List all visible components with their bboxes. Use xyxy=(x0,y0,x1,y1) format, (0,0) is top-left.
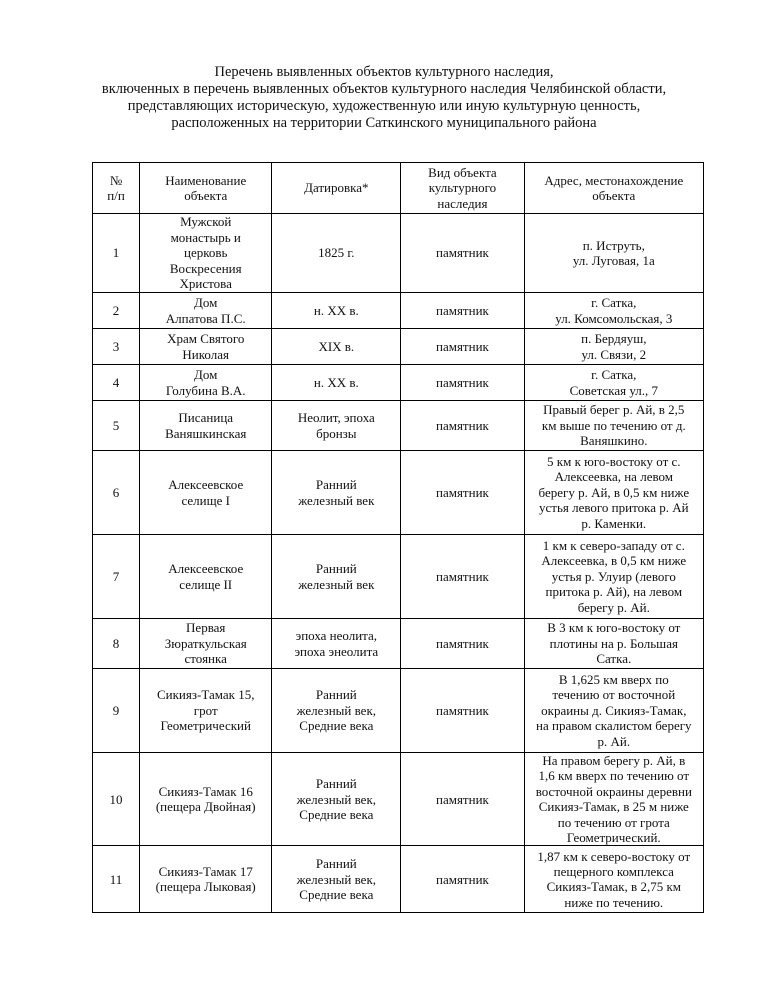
cell-address: 1 км к северо-западу от с. Алексеевка, в 0,5 км ниже устья р. Улуир (левого притока р. Ай), на левом берегу р. Ай. xyxy=(524,535,703,619)
cell-object-name: Мужской монастырь и церковь Воскресения Христова xyxy=(140,214,272,293)
cell-number: 8 xyxy=(93,619,140,669)
table-row xyxy=(93,329,704,365)
cell-object-type: памятник xyxy=(401,365,524,401)
cell-object-type: памятник xyxy=(401,401,524,451)
title-line: Перечень выявленных объектов культурного наследия, xyxy=(214,64,554,80)
cell-dating: Ранний железный век, Средние века xyxy=(272,753,401,846)
cell-number: 9 xyxy=(93,669,140,753)
cell-address: п. Бердяуш, ул. Связи, 2 xyxy=(524,329,703,365)
table-row xyxy=(93,535,704,619)
cell-dating: н. ХХ в. xyxy=(272,293,401,329)
cell-dating: 1825 г. xyxy=(272,214,401,293)
table-row xyxy=(93,401,704,451)
cell-dating: эпоха неолита, эпоха энеолита xyxy=(272,619,401,669)
cell-dating: Ранний железный век, Средние века xyxy=(272,846,401,913)
cell-object-type: памятник xyxy=(401,329,524,365)
cell-address: В 3 км к юго-востоку от плотины на р. Большая Сатка. xyxy=(524,619,703,669)
cell-number: 2 xyxy=(93,293,140,329)
cell-number: 6 xyxy=(93,451,140,535)
title-line: представляющих историческую, художественную или иную культурную ценность, xyxy=(127,98,641,114)
table-row xyxy=(93,293,704,329)
cell-object-type: памятник xyxy=(401,214,524,293)
cell-number: 10 xyxy=(93,753,140,846)
table-row xyxy=(93,451,704,535)
cell-object-name: Алексеевское селище II xyxy=(140,535,272,619)
cell-address: п. Иструть, ул. Луговая, 1а xyxy=(524,214,703,293)
cell-dating: XIX в. xyxy=(272,329,401,365)
table-row xyxy=(93,669,704,753)
cell-object-name: Сикияз-Тамак 16 (пещера Двойная) xyxy=(140,753,272,846)
cell-object-type: памятник xyxy=(401,293,524,329)
table-body xyxy=(93,214,704,913)
header-date: Датировка* xyxy=(272,163,401,214)
cell-dating: Ранний железный век, Средние века xyxy=(272,669,401,753)
cell-address: В 1,625 км вверх по течению от восточной окраины д. Сикияз-Тамак, на правом скалистом берегу р. Ай. xyxy=(524,669,703,753)
cell-number: 5 xyxy=(93,401,140,451)
cell-address: 5 км к юго-востоку от с. Алексеевка, на левом берегу р. Ай, в 0,5 км ниже устья левого притока р. Ай р. Каменки. xyxy=(524,451,703,535)
cell-address: г. Сатка, Советская ул., 7 xyxy=(524,365,703,401)
heritage-table xyxy=(92,162,704,913)
cell-object-type: памятник xyxy=(401,451,524,535)
cell-address: Правый берег р. Ай, в 2,5 км выше по течению от д. Ваняшкино. xyxy=(524,401,703,451)
cell-dating: Неолит, эпоха бронзы xyxy=(272,401,401,451)
cell-object-name: Сикияз-Тамак 15, грот Геометрический xyxy=(140,669,272,753)
table-header-row xyxy=(93,163,704,214)
cell-address: г. Сатка, ул. Комсомольская, 3 xyxy=(524,293,703,329)
table-row xyxy=(93,214,704,293)
cell-object-type: памятник xyxy=(401,846,524,913)
header-address: Адрес, местонахождение объекта xyxy=(524,163,703,214)
cell-object-name: Дом Алпатова П.С. xyxy=(140,293,272,329)
cell-dating: н. ХХ в. xyxy=(272,365,401,401)
cell-object-name: Алексеевское селище I xyxy=(140,451,272,535)
header-name: Наименование объекта xyxy=(140,163,272,214)
cell-object-type: памятник xyxy=(401,535,524,619)
cell-dating: Ранний железный век xyxy=(272,535,401,619)
cell-number: 4 xyxy=(93,365,140,401)
cell-number: 3 xyxy=(93,329,140,365)
cell-address: 1,87 км к северо-востоку от пещерного комплекса Сикияз-Тамак, в 2,75 км ниже по течению. xyxy=(524,846,703,913)
table-row xyxy=(93,365,704,401)
title-line: расположенных на территории Саткинского муниципального района xyxy=(171,115,597,131)
title-line: включенных в перечень выявленных объектов культурного наследия Челябинской области, xyxy=(101,81,667,97)
cell-object-type: памятник xyxy=(401,669,524,753)
cell-dating: Ранний железный век xyxy=(272,451,401,535)
cell-object-name: Храм Святого Николая xyxy=(140,329,272,365)
cell-address: На правом берегу р. Ай, в 1,6 км вверх по течению от восточной окраины деревни Сикияз-Тамак, в 25 м ниже по течению от грота Геометрический. xyxy=(524,753,703,846)
document-title xyxy=(60,64,708,132)
cell-object-type: памятник xyxy=(401,619,524,669)
cell-object-name: Дом Голубина В.А. xyxy=(140,365,272,401)
table-row xyxy=(93,846,704,913)
cell-object-name: Первая Зюраткульская стоянка xyxy=(140,619,272,669)
table-row xyxy=(93,753,704,846)
table-row xyxy=(93,619,704,669)
cell-object-name: Сикияз-Тамак 17 (пещера Лыковая) xyxy=(140,846,272,913)
header-number: № п/п xyxy=(93,163,140,214)
cell-object-type: памятник xyxy=(401,753,524,846)
cell-number: 7 xyxy=(93,535,140,619)
header-type: Вид объекта культурного наследия xyxy=(401,163,524,214)
cell-object-name: Писаница Ваняшкинская xyxy=(140,401,272,451)
cell-number: 11 xyxy=(93,846,140,913)
cell-number: 1 xyxy=(93,214,140,293)
